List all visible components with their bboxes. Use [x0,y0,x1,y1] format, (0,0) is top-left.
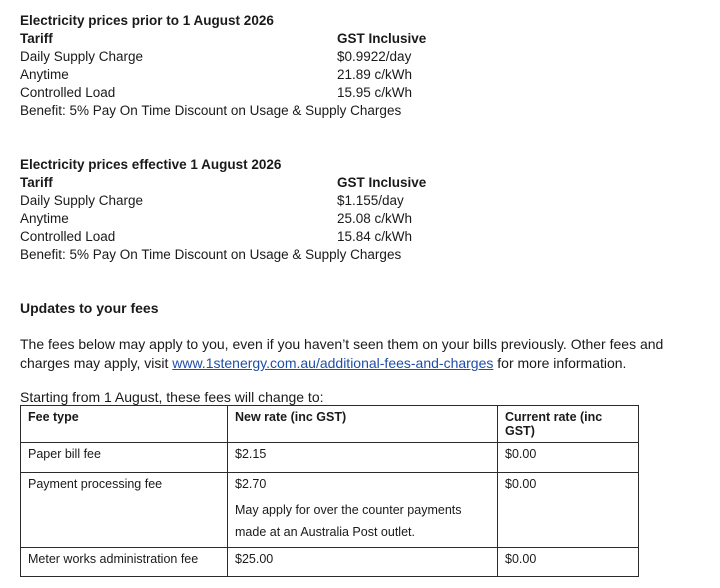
tariff-value: 25.08 c/kWh [337,211,413,226]
current-rate-header: Current rate (inc GST) [498,406,639,443]
tariff-row [20,228,710,246]
tariff-row [20,192,710,210]
tariff-label: Anytime [20,67,69,82]
fee-type-cell: Payment processing fee [21,473,228,548]
fees-paragraph [20,335,710,373]
tariff-label: Daily Supply Charge [20,193,144,208]
fees-table [20,405,639,577]
benefit-text: Benefit: 5% Pay On Time Discount on Usage & Supply Charges [20,103,402,118]
fee-type-cell: Paper bill fee [21,443,228,473]
tariff-label: Controlled Load [20,229,116,244]
table-row [21,443,639,473]
tariff-label: Anytime [20,211,69,226]
new-rate-header: New rate (inc GST) [228,406,498,443]
tariff-label: Controlled Load [20,85,116,100]
gst-header: GST Inclusive [337,175,427,190]
prices-effective-title: Electricity prices effective 1 August 2026 [20,157,282,172]
table-header-row [21,406,639,443]
tariff-value: 15.84 c/kWh [337,229,413,244]
fee-type-cell: Meter works administration fee [21,548,228,577]
current-rate-cell: $0.00 [498,548,639,577]
additional-fees-link[interactable]: www.1stenergy.com.au/additional-fees-and-charges [172,355,494,371]
current-rate-cell: $0.00 [498,473,639,548]
table-row [21,548,639,577]
fees-intro: Starting from 1 August, these fees will change to: [20,389,324,405]
new-rate-value: $2.70 [235,477,267,491]
tariff-value: 15.95 c/kWh [337,85,413,100]
tariff-value: $1.155/day [337,193,404,208]
tariff-row [20,84,710,102]
table-row [21,473,639,548]
prices-prior-section [20,12,710,120]
tariff-row [20,48,710,66]
tariff-row [20,66,710,84]
tariff-value: $0.9922/day [337,49,412,64]
prices-effective-header-row [20,174,710,192]
tariff-label: Daily Supply Charge [20,49,144,64]
prices-prior-title: Electricity prices prior to 1 August 2026 [20,13,274,28]
fees-paragraph-text-end: for more information. [493,355,627,371]
prices-prior-header-row [20,30,710,48]
current-rate-cell: $0.00 [498,443,639,473]
new-rate-cell: $25.00 [228,548,498,577]
new-rate-cell [228,473,498,548]
new-rate-note: May apply for over the counter payments made at an Australia Post outlet. [235,503,462,539]
tariff-row [20,210,710,228]
tariff-header: Tariff [20,31,53,46]
fees-heading: Updates to your fees [20,300,159,316]
fee-type-header: Fee type [21,406,228,443]
tariff-header: Tariff [20,175,53,190]
gst-header: GST Inclusive [337,31,427,46]
prices-effective-section [20,156,710,264]
benefit-text: Benefit: 5% Pay On Time Discount on Usage & Supply Charges [20,247,402,262]
new-rate-cell: $2.15 [228,443,498,473]
tariff-value: 21.89 c/kWh [337,67,413,82]
fees-paragraph-text: The fees below may apply to you, even if you haven’t seen them on your bills previously. Other fees and charges may apply, visit [20,336,664,371]
